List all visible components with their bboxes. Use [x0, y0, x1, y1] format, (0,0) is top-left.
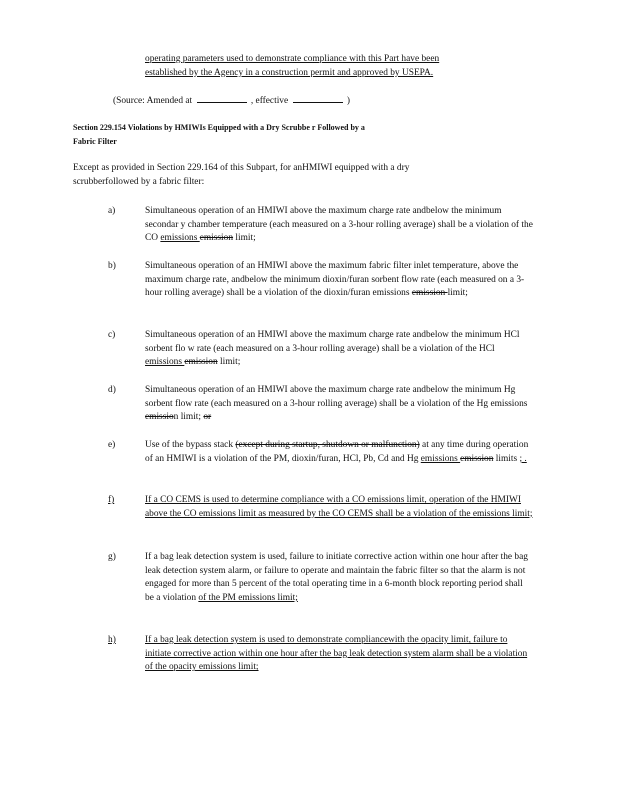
item-e-deleted-2: emission	[460, 453, 494, 464]
item-a-text	[145, 205, 533, 246]
intro-paragraph	[145, 53, 533, 80]
heading-line-1: Section 229.154 Violations by HMIWIs Equipped with a Dry Scrubbe r Followed by a	[73, 123, 365, 132]
item-c-inserted: emissions	[145, 357, 185, 368]
item-b-deleted: emission	[411, 288, 448, 299]
item-e-inserted-2: ; .	[519, 453, 527, 464]
item-d-deleted-2: or	[203, 412, 212, 423]
item-e-text-1: Use of the bypass stack	[145, 440, 236, 450]
item-e-deleted: (except during startup, shutdown or malfunction)	[235, 440, 420, 450]
item-h-text: If a bag leak detection system is used to demonstrate compliancewith the opacity limit, failure to initiate corrective action within one hour after the bag leak detection system alarm shall be a violation of the opacity emissions limit;	[145, 635, 528, 673]
source-mid: , effective	[250, 96, 289, 106]
item-g-text	[145, 551, 533, 605]
item-d-label: d)	[108, 385, 116, 395]
item-c-text-2: limit;	[217, 357, 241, 368]
item-c-label: c)	[108, 330, 116, 340]
item-e-inserted: emissions	[420, 453, 461, 464]
item-e-text	[145, 439, 533, 466]
item-c-text	[145, 329, 533, 370]
item-g-inserted: of the PM emissions limit;	[198, 592, 298, 603]
item-c-text-1: Simultaneous operation of an HMIWI above the maximum charge rate andbelow the minimum HCl sorbent flo w rate (each measured on a 3-hour rolling average) shall be a violation of the HCl	[145, 330, 520, 354]
item-f-label: f)	[108, 495, 115, 505]
item-h-label: h)	[108, 635, 116, 645]
item-e-label: e)	[108, 440, 116, 450]
heading-line-2: Fabric Filter	[73, 137, 117, 146]
item-b-label: b)	[108, 261, 116, 271]
source-pre: (Source: Amended at	[113, 96, 193, 106]
source-note	[113, 93, 350, 109]
date-blank-2	[293, 93, 343, 103]
item-e-text-2: at any time during operation of an HMIWI is a violation of the PM, dioxin/furan, HCl, Pb, Cd and Hg	[145, 440, 529, 464]
item-g-text-1: If a bag leak detection system is used, failure to initiate corrective action within one hour after the bag leak detection system alarm, or failure to operate and maintain the fabric filter so that the alarm is not engaged for more than 5 percent of the total operating time in a 6-month block reporting period shall be a violation	[145, 552, 528, 603]
section-heading	[73, 121, 533, 149]
lead-line-1: Except as provided in Section 229.164 of this Subpart, for anHMIWI equipped with a dry	[73, 163, 410, 173]
item-d-text-1: Simultaneous operation of an HMIWI above the maximum charge rate andbelow the minimum Hg sorbent flow rate (each measured on a 3-hour rolling average) shall be a violation of the Hg emissions	[145, 385, 528, 409]
lead-line-2: scrubberfollowed by a fabric filter:	[73, 176, 205, 187]
intro-line-1: operating parameters used to demonstrate compliance with this Part have been	[145, 54, 440, 64]
item-d-text-2: n limit;	[173, 412, 204, 423]
item-g-label: g)	[108, 552, 116, 562]
date-blank-1	[197, 93, 247, 103]
item-d-deleted: emissio	[145, 412, 174, 423]
item-f-text: If a CO CEMS is used to determine compliance with a CO emissions limit, operation of the HMIWI above the CO emissions limit as measured by the CO CEMS shall be a violation of the emissions limit;	[145, 495, 533, 519]
item-a-text-2: limit;	[233, 233, 256, 244]
item-b-text	[145, 260, 533, 301]
item-a-label: a)	[108, 206, 116, 216]
item-b-text-2: limit;	[447, 288, 468, 299]
item-d-text	[145, 384, 533, 425]
item-b-text-1: Simultaneous operation of an HMIWI above the maximum fabric filter inlet temperature, above the maximum charge rate, andbelow the minimum dioxin/furan sorbent flow rate (each measured on a 3-hour rolling average) shall be a violation of the dioxin/furan emissions	[145, 261, 525, 299]
item-a-inserted: emissions	[160, 233, 200, 244]
item-a-deleted: emission	[199, 233, 234, 244]
lead-paragraph	[73, 162, 533, 189]
item-a-text-1: Simultaneous operation of an HMIWI above the maximum charge rate andbelow the minimum secondar y chamber temperature (each measured on a 3-hour rolling average) shall be a violation of the CO	[145, 206, 533, 244]
intro-line-2: established by the Agency in a construction permit and approved by USEPA.	[145, 67, 434, 78]
source-post: )	[346, 96, 350, 106]
item-e-text-3: limits	[493, 453, 520, 464]
item-c-deleted: emission	[184, 357, 218, 368]
